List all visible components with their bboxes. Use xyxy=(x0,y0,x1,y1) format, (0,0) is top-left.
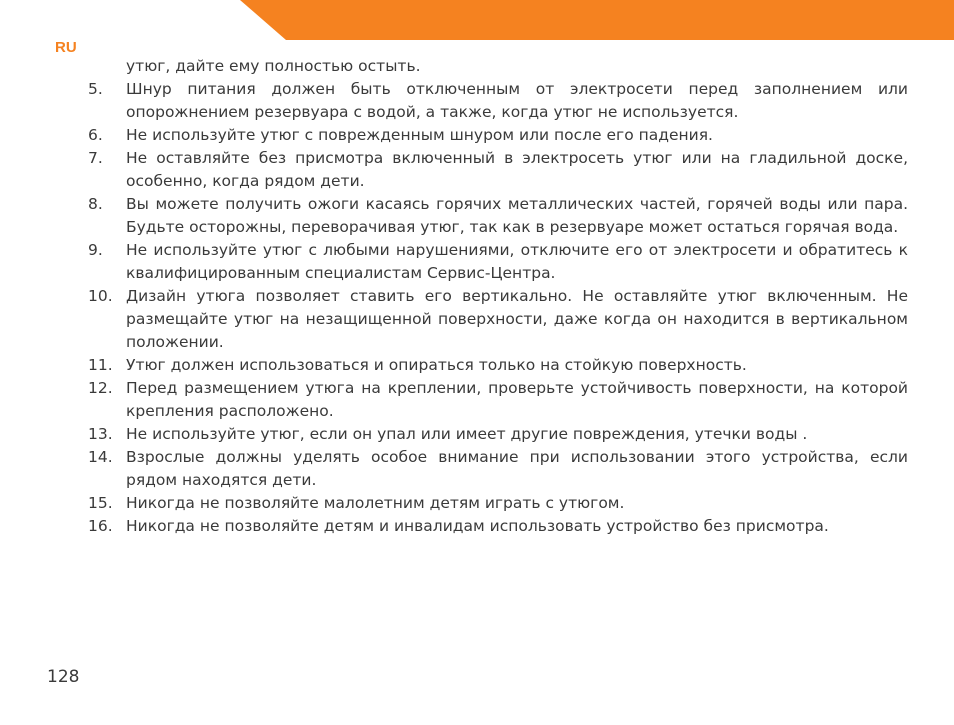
item-number: 14. xyxy=(88,448,113,466)
list-item xyxy=(88,515,908,538)
item-text: Не используйте утюг с любыми нарушениями, отключите его от электросети и обратитесь к квалифицированным специалистам Сервис-Центра. xyxy=(126,241,908,282)
item-text: Дизайн утюга позволяет ставить его вертикально. Не оставляйте утюг включенным. Не размещайте утюг на незащищенной поверхности, даже когда он находится в вертикальном положении. xyxy=(126,287,908,351)
list-item xyxy=(88,446,908,492)
list-item xyxy=(88,492,908,515)
item-text: Не используйте утюг, если он упал или имеет другие повреждения, утечки воды . xyxy=(126,425,808,443)
item-number: 7. xyxy=(88,149,103,167)
item-text: Взрослые должны уделять особое внимание при использовании этого устройства, если рядом находятся дети. xyxy=(126,448,908,489)
item-text: Никогда не позволяйте детям и инвалидам использовать устройство без присмотра. xyxy=(126,517,829,535)
item-text: Не оставляйте без присмотра включенный в электросеть утюг или на гладильной доске, особенно, когда рядом дети. xyxy=(126,149,908,190)
item-text: Утюг должен использоваться и опираться только на стойкую поверхность. xyxy=(126,356,747,374)
list-item xyxy=(88,147,908,193)
list-item xyxy=(88,423,908,446)
item-number: 10. xyxy=(88,287,113,305)
instruction-list xyxy=(88,55,908,538)
orange-header-banner xyxy=(0,0,954,40)
item-text: Перед размещением утюга на креплении, проверьте устойчивость поверхности, на которой крепления расположено. xyxy=(126,379,908,420)
item-text: Шнур питания должен быть отключенным от электросети перед заполнением или опорожнением резервуара с водой, а также, когда утюг не используется. xyxy=(126,80,908,121)
list-item xyxy=(88,285,908,354)
item-number: 15. xyxy=(88,494,113,512)
item-number: 16. xyxy=(88,517,113,535)
list-item xyxy=(88,193,908,239)
item-number: 6. xyxy=(88,126,103,144)
item-number: 5. xyxy=(88,80,103,98)
list-item xyxy=(88,78,908,124)
list-item xyxy=(88,354,908,377)
list-item xyxy=(88,239,908,285)
item-number: 12. xyxy=(88,379,113,397)
item-number: 11. xyxy=(88,356,113,374)
item-number: 8. xyxy=(88,195,103,213)
language-label: RU xyxy=(55,39,77,56)
item-text: Не используйте утюг с поврежденным шнуром или после его падения. xyxy=(126,126,713,144)
page-number: 128 xyxy=(47,667,80,687)
item-number: 13. xyxy=(88,425,113,443)
continued-line: утюг, дайте ему полностью остыть. xyxy=(126,57,421,75)
list-item xyxy=(88,377,908,423)
item-text: Вы можете получить ожоги касаясь горячих металлических частей, горячей воды или пара. Будьте осторожны, переворачивая утюг, так как в резервуаре может остаться горячая вода. xyxy=(126,195,908,236)
list-item xyxy=(88,124,908,147)
item-number: 9. xyxy=(88,241,103,259)
item-text: Никогда не позволяйте малолетним детям играть с утюгом. xyxy=(126,494,625,512)
